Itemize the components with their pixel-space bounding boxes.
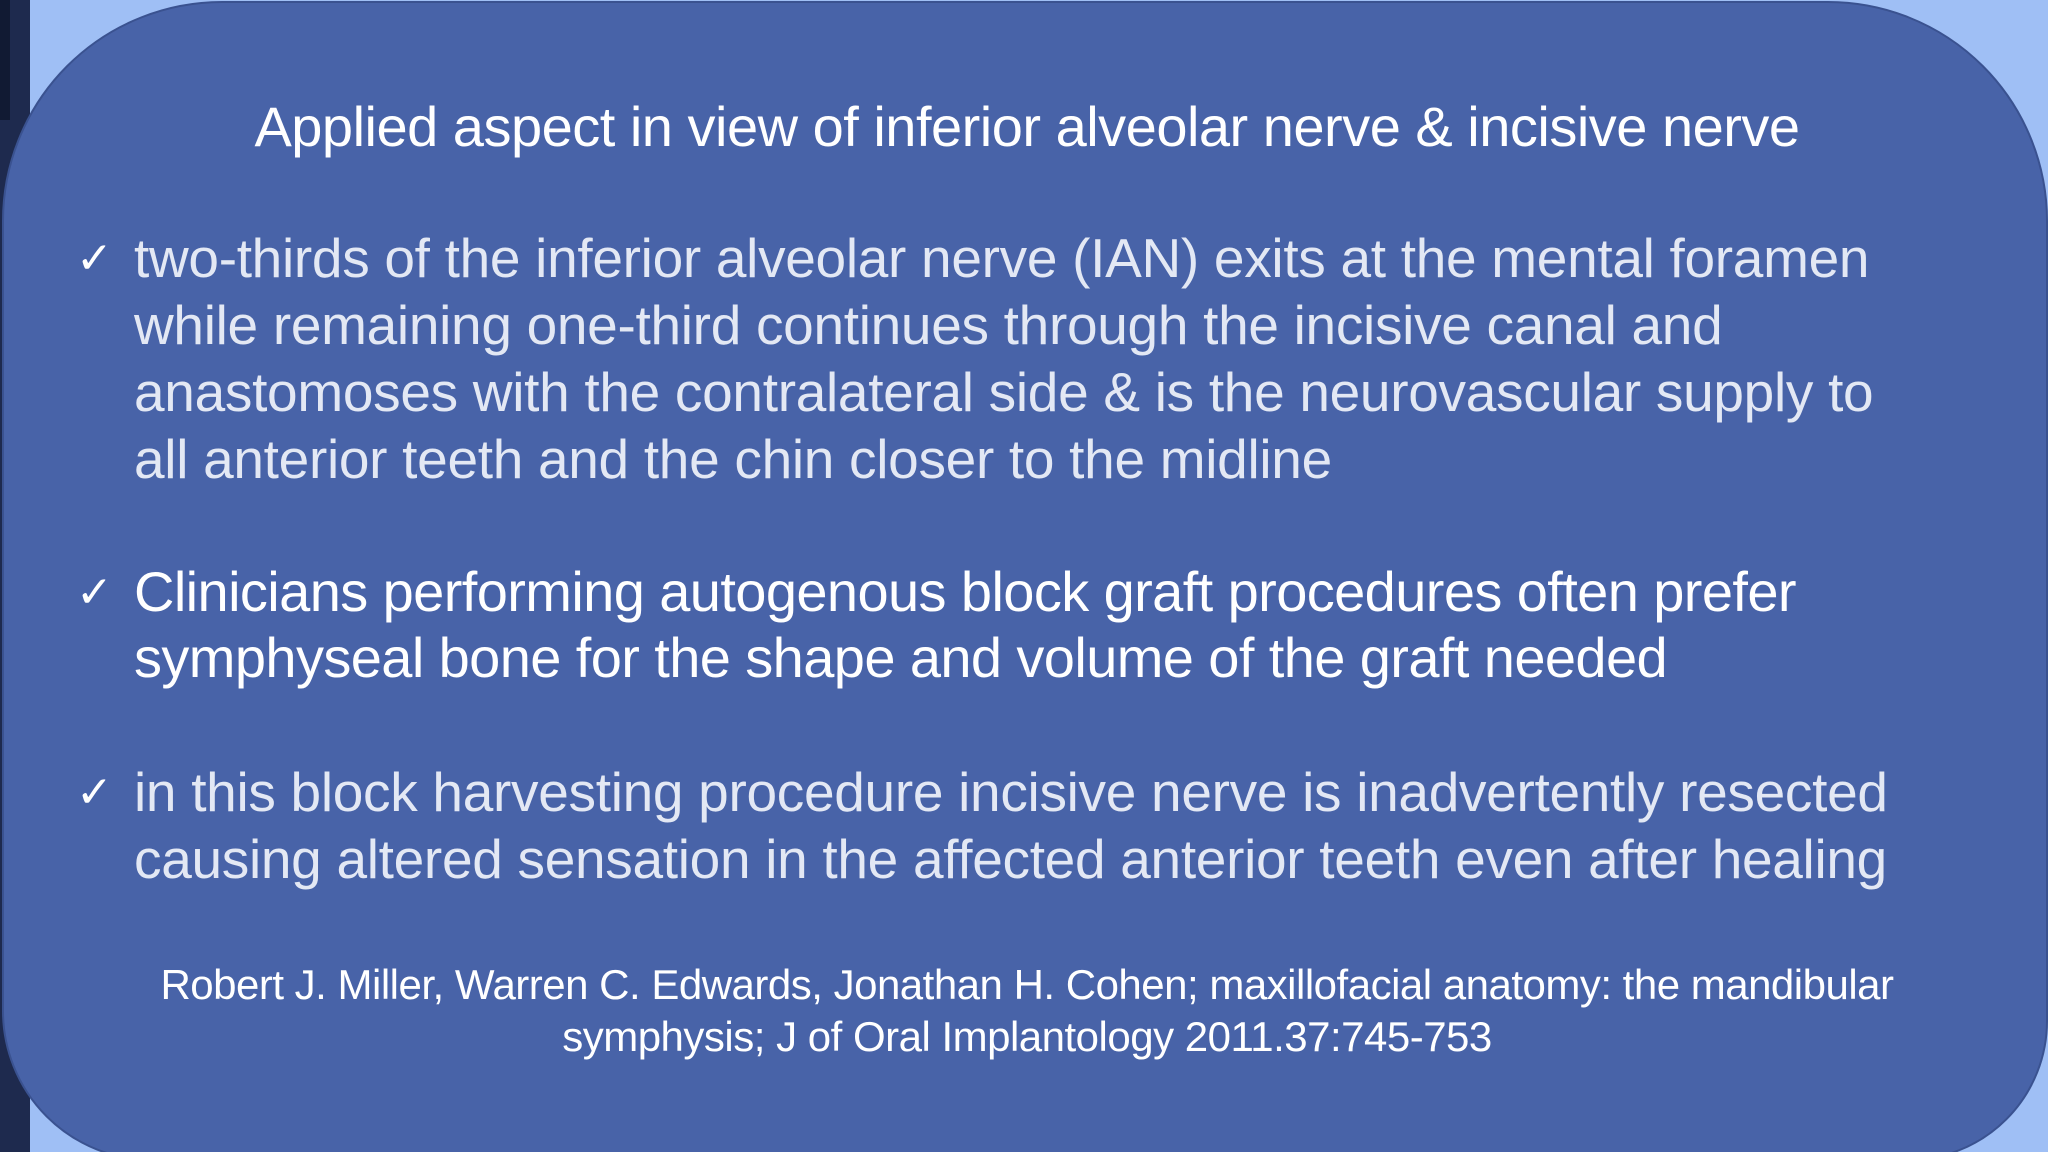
citation-line-1: Robert J. Miller, Warren C. Edwards, Jonathan H. Cohen; maxillofacial anatomy: the mandibular: [160, 961, 1894, 1008]
bullet-1-line-1: two-thirds of the inferior alveolar nerve (IAN) exits at the mental foramen: [134, 227, 1870, 289]
bullet-1-line-2: while remaining one-third continues through the incisive canal and: [134, 294, 1723, 356]
bullet-1-line-3: anastomoses with the contralateral side & is the neurovascular supply to: [134, 361, 1874, 423]
bullet-text-2: [134, 559, 2034, 691]
checkmark-icon: ✓: [76, 767, 113, 818]
slide-panel: [2, 1, 2048, 1152]
bullet-text-1: [134, 225, 2034, 493]
bullet-2-line-2: symphyseal bone for the shape and volume of the graft needed: [134, 626, 1668, 689]
citation-line-2: symphysis; J of Oral Implantology 2011.37:745-753: [562, 1013, 1492, 1060]
bullet-3-line-1: in this block harvesting procedure incisive nerve is inadvertently resected: [134, 761, 1888, 823]
citation: [4, 959, 2048, 1063]
checkmark-icon: ✓: [76, 567, 113, 618]
bullet-text-3: [134, 759, 2034, 893]
bullet-3-line-2: causing altered sensation in the affected anterior teeth even after healing: [134, 828, 1887, 890]
checkmark-icon: ✓: [76, 233, 113, 284]
bullet-1-line-4: all anterior teeth and the chin closer to the midline: [134, 428, 1332, 490]
bullet-2-line-1: Clinicians performing autogenous block graft procedures often prefer: [134, 560, 1796, 623]
slide-title: Applied aspect in view of inferior alveolar nerve & incisive nerve: [254, 95, 1800, 158]
